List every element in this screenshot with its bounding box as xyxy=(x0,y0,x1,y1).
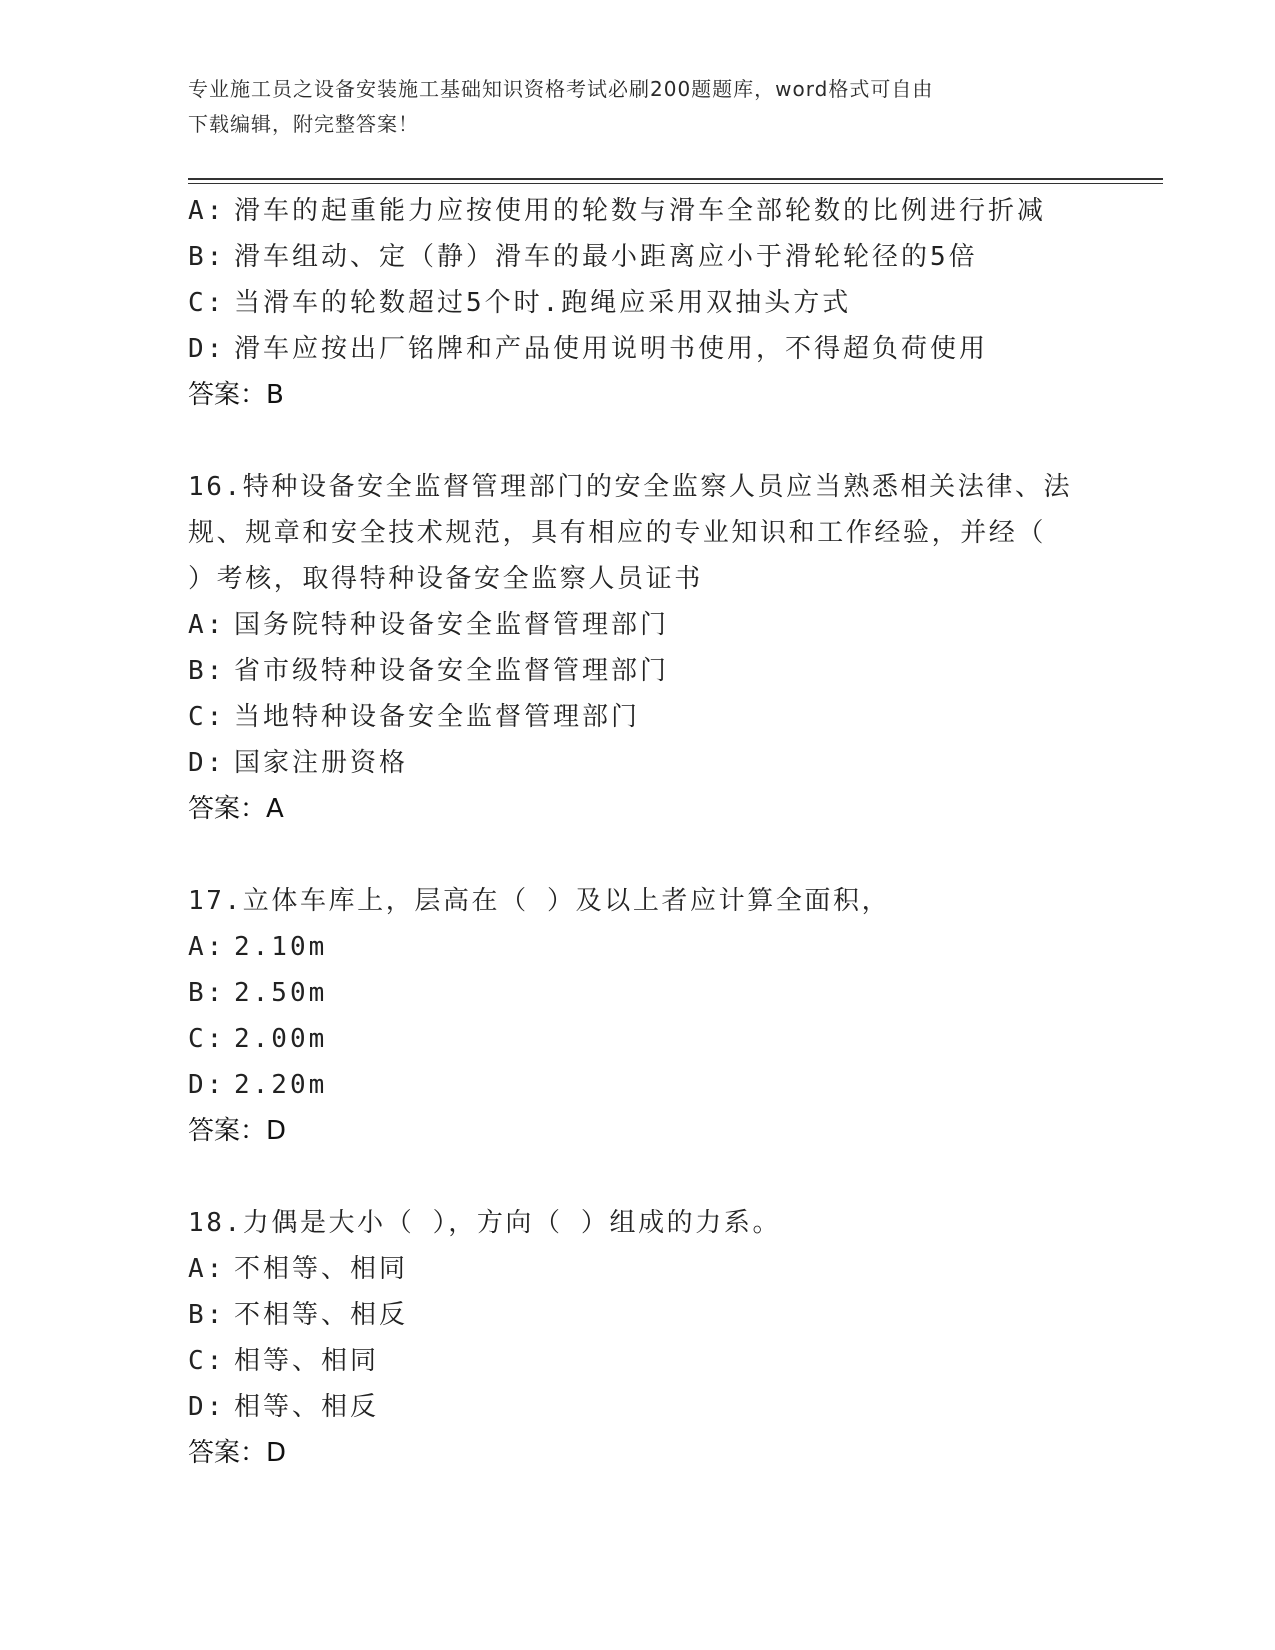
header-title-line-1: 专业施工员之设备安装施工基础知识资格考试必刷200题题库，word格式可自由 xyxy=(188,77,934,101)
answer-line: 答案：D xyxy=(188,1116,287,1146)
question-list xyxy=(188,188,1088,1476)
option-label: D: xyxy=(188,1070,226,1100)
option-a xyxy=(188,602,1088,648)
option-label: C: xyxy=(188,288,226,318)
option-text: 国务院特种设备安全监督管理部门 xyxy=(234,610,670,640)
option-label: D: xyxy=(188,334,226,364)
option-label: B: xyxy=(188,242,226,272)
option-text: 2.10m xyxy=(234,932,328,962)
option-c xyxy=(188,1338,1088,1384)
spacer xyxy=(188,418,1088,464)
option-label: B: xyxy=(188,1300,226,1330)
answer-line: 答案：A xyxy=(188,794,284,824)
option-label: D: xyxy=(188,748,226,778)
document-header xyxy=(188,72,1088,142)
option-label: C: xyxy=(188,702,226,732)
option-d xyxy=(188,1384,1088,1430)
option-c xyxy=(188,694,1088,740)
option-a xyxy=(188,1246,1088,1292)
option-text: 滑车应按出厂铭牌和产品使用说明书使用，不得超负荷使用 xyxy=(234,334,989,364)
option-label: A: xyxy=(188,610,226,640)
question-stem-line: 16.特种设备安全监督管理部门的安全监察人员应当熟悉相关法律、法 xyxy=(188,472,1073,502)
option-c xyxy=(188,1016,1088,1062)
header-divider xyxy=(188,178,1163,184)
option-b xyxy=(188,648,1088,694)
option-label: A: xyxy=(188,1254,226,1284)
option-text: 2.20m xyxy=(234,1070,328,1100)
option-text: 2.50m xyxy=(234,978,328,1008)
option-b xyxy=(188,1292,1088,1338)
question-16 xyxy=(188,464,1088,832)
question-18 xyxy=(188,1200,1088,1476)
option-label: A: xyxy=(188,932,226,962)
option-text: 相等、相反 xyxy=(234,1392,380,1422)
question-stem: 18.力偶是大小（ ），方向（ ）组成的力系。 xyxy=(188,1208,782,1238)
question-stem-line: ）考核，取得特种设备安全监察人员证书 xyxy=(188,564,703,594)
spacer xyxy=(188,832,1088,878)
option-label: D: xyxy=(188,1392,226,1422)
option-text: 相等、相同 xyxy=(234,1346,380,1376)
option-text: 省市级特种设备安全监督管理部门 xyxy=(234,656,670,686)
option-label: B: xyxy=(188,978,226,1008)
option-d xyxy=(188,326,1088,372)
option-label: C: xyxy=(188,1346,226,1376)
question-stem-line: 规、规章和安全技术规范，具有相应的专业知识和工作经验，并经（ xyxy=(188,518,1047,548)
option-text: 国家注册资格 xyxy=(234,748,409,778)
option-b xyxy=(188,234,1088,280)
option-text: 2.00m xyxy=(234,1024,328,1054)
option-d xyxy=(188,740,1088,786)
question-15 xyxy=(188,188,1088,418)
option-text: 滑车的起重能力应按使用的轮数与滑车全部轮数的比例进行折减 xyxy=(234,196,1047,226)
answer-line: 答案：D xyxy=(188,1438,287,1468)
question-stem: 17.立体车库上，层高在（ ）及以上者应计算全面积， xyxy=(188,886,891,916)
option-label: A: xyxy=(188,196,226,226)
option-a xyxy=(188,188,1088,234)
option-text: 滑车组动、定（静）滑车的最小距离应小于滑轮轮径的5倍 xyxy=(234,242,978,272)
option-a xyxy=(188,924,1088,970)
option-text: 当地特种设备安全监督管理部门 xyxy=(234,702,641,732)
option-label: C: xyxy=(188,1024,226,1054)
option-text: 不相等、相反 xyxy=(234,1300,409,1330)
question-17 xyxy=(188,878,1088,1154)
spacer xyxy=(188,1154,1088,1200)
option-text: 不相等、相同 xyxy=(234,1254,409,1284)
answer-line: 答案：B xyxy=(188,380,284,410)
option-c xyxy=(188,280,1088,326)
option-d xyxy=(188,1062,1088,1108)
option-b xyxy=(188,970,1088,1016)
option-text: 当滑车的轮数超过5个时.跑绳应采用双抽头方式 xyxy=(234,288,852,318)
header-title-line-2: 下载编辑，附完整答案！ xyxy=(188,112,419,136)
option-label: B: xyxy=(188,656,226,686)
